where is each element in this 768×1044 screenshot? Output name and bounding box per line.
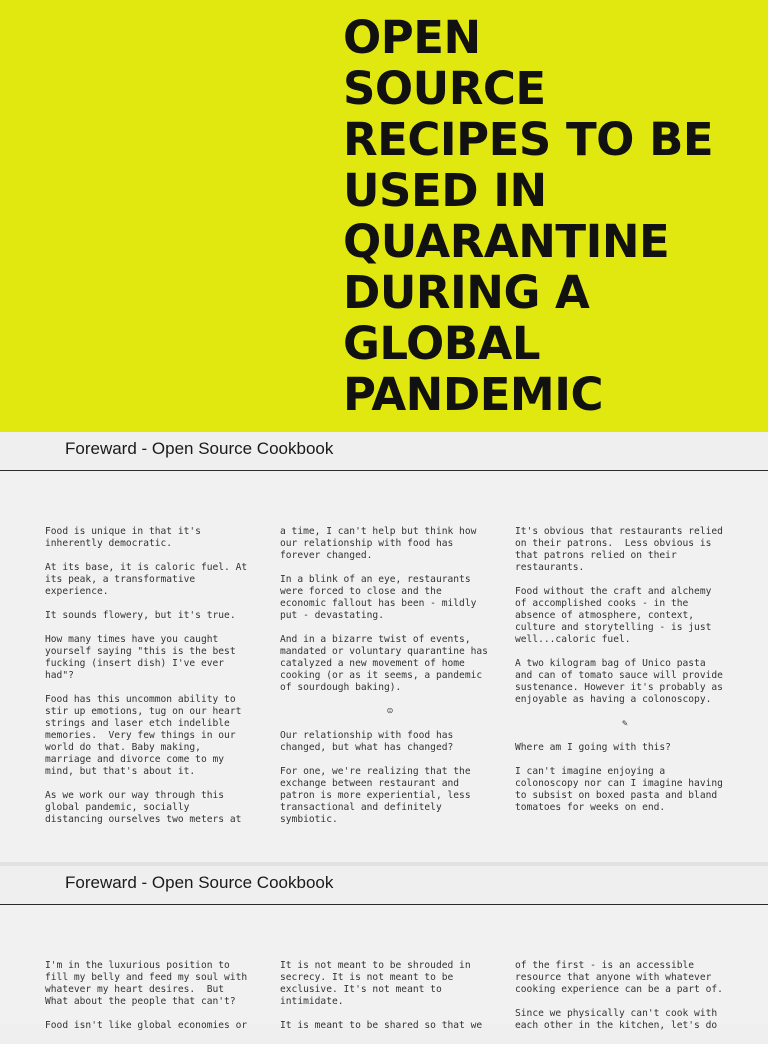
paragraph: It's obvious that restaurants relied on their patrons. Less obvious is that patrons relied on their restaurants.	[515, 526, 723, 573]
cover-title-line: USED IN	[343, 164, 547, 217]
paragraph: For one, we're realizing that the exchange between restaurant and patron is more experiential, less transactional and definitely symbiotic.	[280, 766, 471, 825]
cover-title-line: DURING A	[343, 266, 590, 319]
smiley-icon: ☺	[387, 706, 393, 717]
paragraph: It is not meant to be shrouded in secrecy. It is not meant to be exclusive. It's not meant to intimidate.	[280, 960, 471, 1007]
paragraph: Food is unique in that it's inherently democratic.	[45, 526, 201, 549]
paragraph: Food has this uncommon ability to stir up emotions, tug on our heart strings and laser etch indelible memories. Very few things in our world do that. Baby making, marriage and divorce come to my mind, but that's about it.	[45, 694, 242, 777]
paragraph: Where am I going with this?	[515, 742, 671, 753]
pencil-icon: ✎	[622, 718, 628, 729]
paragraph: I can't imagine enjoying a colonoscopy nor can I imagine having to subsist on boxed pasta and bland tomatoes for weeks on end.	[515, 766, 723, 813]
page-header	[0, 866, 768, 905]
cover-title-line: GLOBAL	[343, 317, 541, 370]
text-column-3	[515, 526, 735, 826]
paragraph: Our relationship with food has changed, but what has changed?	[280, 730, 454, 753]
cover-title	[343, 12, 753, 420]
paragraph: Since we physically can't cook with each other in the kitchen, let's do	[515, 1008, 718, 1031]
cover-banner	[0, 0, 768, 432]
paragraph: It sounds flowery, but it's true.	[45, 610, 236, 621]
cover-title-line: RECIPES TO BE	[343, 113, 714, 166]
cover-title-line: SOURCE	[343, 62, 546, 115]
text-column-1	[45, 960, 265, 1044]
cover-title-line: PANDEMIC	[343, 368, 603, 421]
paragraph: How many times have you caught yourself saying "this is the best fucking (insert dish) I've ever had"?	[45, 634, 236, 681]
paragraph: Food without the craft and alchemy of accomplished cooks - in the absence of atmosphere, context, culture and storytelling - is just well...caloric fuel.	[515, 586, 712, 645]
page-body	[0, 471, 768, 864]
paragraph: It is meant to be shared so that we	[280, 1020, 483, 1031]
paragraph: And in a bizarre twist of events, mandated or voluntary quarantine has catalyzed a new movement of home cooking (or as it seems, a pandemic of sourdough baking).	[280, 634, 488, 693]
text-column-2	[280, 960, 500, 1044]
paragraph: A two kilogram bag of Unico pasta and can of tomato sauce will provide sustenance. However it's probably as enjoyable as having a colonoscopy.	[515, 658, 723, 705]
cover-title-line: QUARANTINE	[343, 215, 670, 268]
text-column-2	[280, 526, 500, 838]
page-header	[0, 432, 768, 471]
text-column-3	[515, 960, 735, 1044]
paragraph: I'm in the luxurious position to fill my belly and feed my soul with whatever my heart desires. But What about the people that can't?	[45, 960, 248, 1007]
paragraph: At its base, it is caloric fuel. At its peak, a transformative experience.	[45, 562, 248, 597]
cover-title-line: OPEN	[343, 11, 481, 64]
text-column-1	[45, 526, 265, 838]
paragraph: a time, I can't help but think how our relationship with food has forever changed.	[280, 526, 477, 561]
page-header-title: Foreward - Open Source Cookbook	[65, 873, 334, 892]
paragraph: In a blink of an eye, restaurants were forced to close and the economic fallout has been - mildly put - devastating.	[280, 574, 477, 621]
page-header-title: Foreward - Open Source Cookbook	[65, 439, 334, 458]
page-body	[0, 905, 768, 1031]
paragraph: Food isn't like global economies or	[45, 1020, 248, 1031]
paragraph: As we work our way through this global pandemic, socially distancing ourselves two meters at	[45, 790, 242, 825]
paragraph: of the first - is an accessible resource that anyone with whatever cooking experience can be a part of.	[515, 960, 723, 995]
